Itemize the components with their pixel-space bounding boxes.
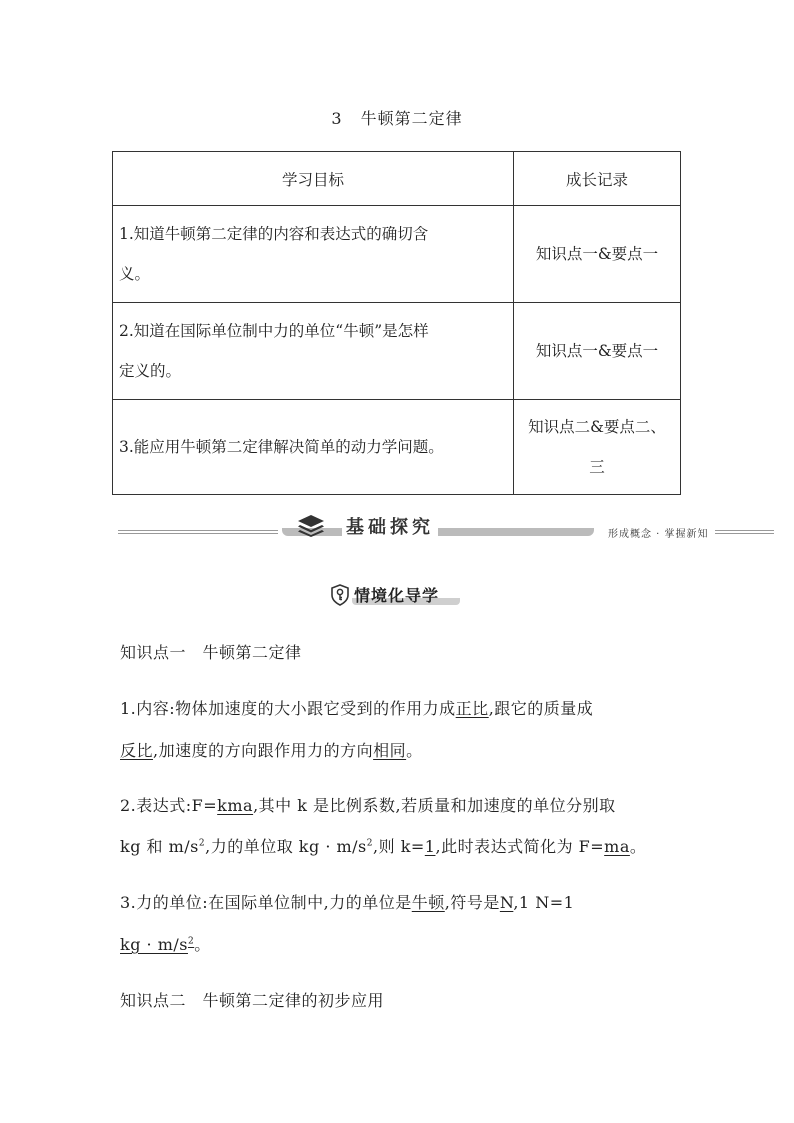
goal-text: 1.知道牛顿第二定律的内容和表达式的确切含 bbox=[119, 225, 429, 243]
header-records: 成长记录 bbox=[514, 152, 681, 206]
content-paragraph-3 bbox=[120, 890, 574, 913]
answer-blank: ma bbox=[604, 837, 630, 856]
text: ,加速度的方向跟作用力的方向 bbox=[153, 741, 374, 760]
table-header-row bbox=[113, 152, 681, 206]
banner-rule-left bbox=[118, 530, 278, 534]
answer-blank: 正比 bbox=[455, 699, 489, 718]
record-cell bbox=[514, 206, 681, 303]
table-row bbox=[113, 303, 681, 400]
text: 。 bbox=[629, 837, 647, 856]
record-text: 三 bbox=[589, 458, 605, 476]
answer-blank: 相同 bbox=[373, 741, 407, 760]
page-title bbox=[0, 106, 794, 129]
banner-tagline: 形成概念 · 掌握新知 bbox=[602, 525, 715, 540]
text: ,其中 k 是比例系数,若质量和加速度的单位分别取 bbox=[253, 796, 616, 815]
record-cell bbox=[514, 400, 681, 495]
knowledge-point-1-title: 知识点一 牛顿第二定律 bbox=[120, 643, 302, 662]
learning-goals-table bbox=[112, 151, 681, 495]
record-text: 知识点一&要点一 bbox=[535, 245, 659, 263]
text: 1.内容:物体加速度的大小跟它受到的作用力成 bbox=[120, 699, 456, 718]
record-text: 知识点一&要点一 bbox=[535, 342, 659, 360]
content-paragraph-3-cont bbox=[120, 932, 211, 955]
text: ,符号是 bbox=[444, 893, 500, 912]
text: 。 bbox=[406, 741, 423, 760]
banner-underbar bbox=[282, 528, 594, 536]
section-banner bbox=[118, 509, 774, 543]
layers-icon bbox=[296, 513, 326, 541]
superscript: 2 bbox=[198, 838, 206, 849]
subheading-text: 情境化导学 bbox=[354, 586, 440, 605]
section-number: 3 bbox=[331, 109, 343, 128]
text: 2.表达式:F= bbox=[120, 796, 218, 815]
text: ,则 k= bbox=[373, 837, 425, 856]
section-title: 牛顿第二定律 bbox=[360, 109, 463, 128]
content-paragraph-2 bbox=[120, 793, 616, 816]
goal-text: 义。 bbox=[119, 265, 151, 283]
goal-text: 3.能应用牛顿第二定律解决简单的动力学问题。 bbox=[119, 438, 444, 456]
header-goals: 学习目标 bbox=[113, 152, 514, 206]
answer-blank: 1 bbox=[424, 837, 436, 856]
record-text: 知识点二&要点二、 bbox=[528, 418, 666, 436]
answer-blank: 反比 bbox=[120, 741, 154, 760]
knowledge-point-2-title: 知识点二 牛顿第二定律的初步应用 bbox=[120, 991, 385, 1010]
goal-cell bbox=[113, 400, 514, 495]
banner-title-block bbox=[282, 513, 594, 539]
key-icon bbox=[330, 584, 350, 610]
text: 。 bbox=[194, 935, 211, 954]
goal-text: 定义的。 bbox=[119, 362, 182, 380]
text: ,此时表达式简化为 F= bbox=[435, 837, 605, 856]
text: kg 和 m/s bbox=[120, 837, 199, 856]
text: ,力的单位取 kg · m/s bbox=[205, 837, 367, 856]
goal-text: 2.知道在国际单位制中力的单位“牛顿”是怎样 bbox=[119, 322, 429, 340]
superscript: 2 bbox=[366, 838, 374, 849]
content-paragraph-2-cont bbox=[120, 834, 646, 857]
goal-cell bbox=[113, 206, 514, 303]
text: 3.力的单位:在国际单位制中,力的单位是 bbox=[120, 893, 412, 912]
answer-blank: kg · m/s bbox=[120, 935, 188, 954]
answer-blank: 牛顿 bbox=[411, 893, 445, 912]
answer-blank: N bbox=[499, 893, 514, 912]
goal-cell bbox=[113, 303, 514, 400]
superscript: 2 bbox=[187, 936, 195, 947]
text: ,1 N=1 bbox=[513, 893, 575, 912]
content-paragraph-1 bbox=[120, 696, 593, 719]
content-paragraph-1-cont bbox=[120, 738, 423, 761]
table-row bbox=[113, 206, 681, 303]
text: ,跟它的质量成 bbox=[488, 699, 594, 718]
banner-title: 基础探究 bbox=[342, 513, 438, 539]
answer-blank: kma bbox=[217, 796, 254, 815]
record-cell bbox=[514, 303, 681, 400]
table-row bbox=[113, 400, 681, 495]
